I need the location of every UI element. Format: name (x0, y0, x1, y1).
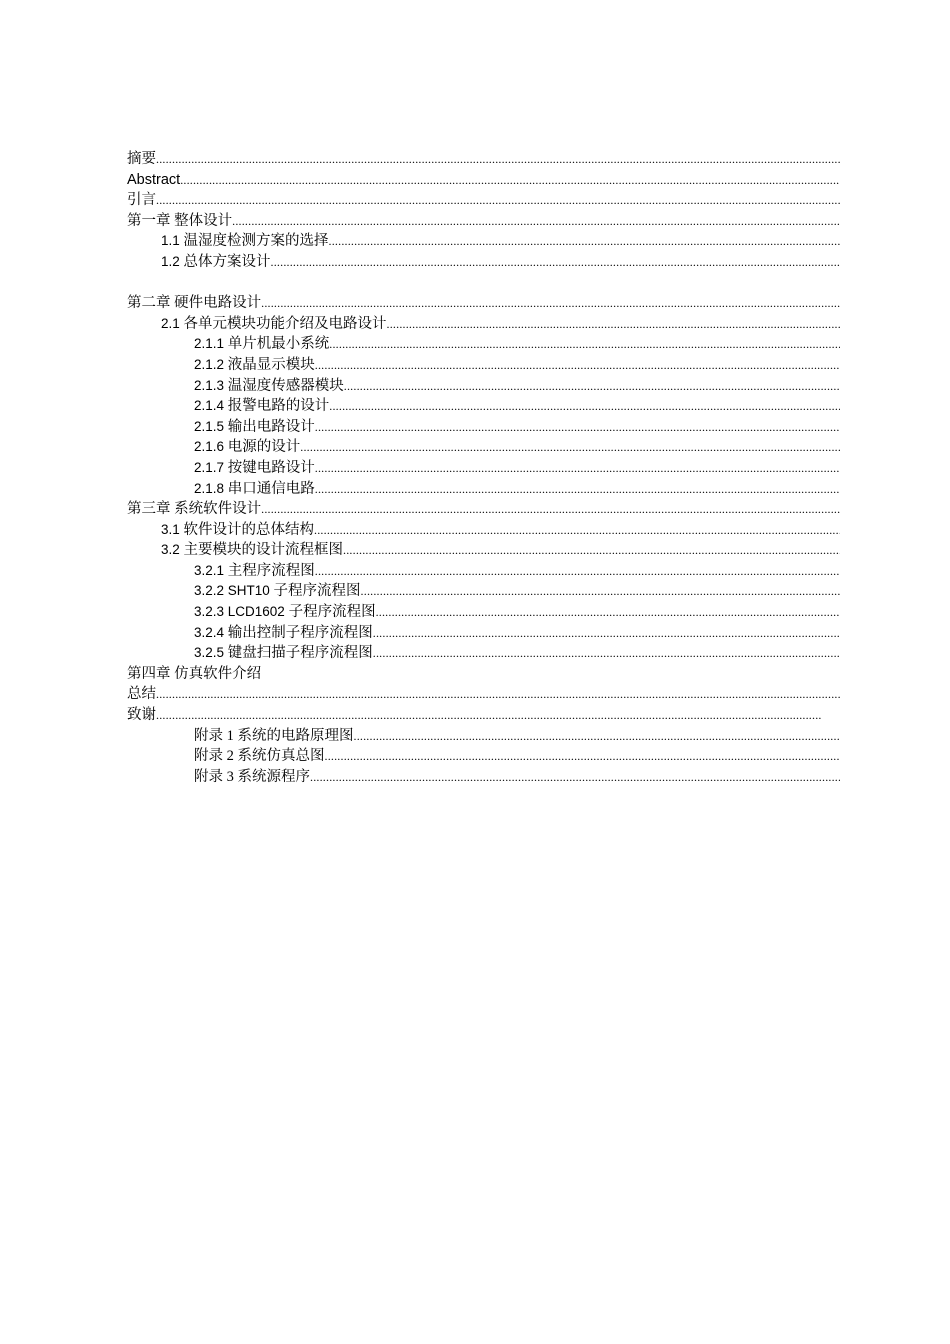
toc-entry[interactable] (127, 211, 840, 232)
toc-entry-label: 第三章 系统软件设计 (127, 501, 262, 518)
toc-entry-label: 附录 3 系统源程序 (194, 768, 310, 785)
toc-entry[interactable] (127, 458, 840, 479)
toc-dot-leader (361, 581, 840, 602)
toc-entry-title: 电源的设计 (227, 439, 301, 456)
toc-entry-label: 总结 (127, 686, 156, 703)
toc-entry-title: 输出控制子程序流程图 (227, 624, 373, 641)
toc-entry[interactable] (127, 664, 840, 685)
toc-entry-number: 3.2.5 (194, 645, 228, 661)
toc-entry-label: 第一章 整体设计 (127, 212, 233, 229)
toc-dot-leader (343, 540, 840, 561)
toc-entry-title: 报警电路的设计 (227, 398, 330, 415)
toc-entry[interactable] (127, 437, 840, 458)
toc-entry-number: 3.2.1 (194, 562, 228, 578)
toc-entry[interactable] (127, 417, 840, 438)
toc-dot-leader (156, 149, 840, 170)
toc-entry[interactable] (127, 684, 840, 705)
toc-dot-leader (315, 417, 840, 438)
toc-entry[interactable] (127, 561, 840, 582)
toc-dot-leader (310, 767, 840, 788)
toc-entry[interactable] (127, 581, 840, 602)
toc-dot-leader (325, 746, 841, 767)
toc-entry-number: 2.1.6 (194, 439, 228, 455)
toc-entry[interactable] (127, 540, 840, 561)
toc-entry-label (194, 396, 329, 417)
toc-entry-label: 致谢 (127, 707, 156, 724)
toc-entry[interactable] (127, 149, 840, 170)
toc-dot-leader (180, 170, 840, 191)
toc-dot-leader (261, 499, 840, 520)
toc-entry-number: 2.1.8 (194, 480, 228, 496)
toc-entry[interactable] (127, 746, 840, 767)
toc-entry[interactable] (127, 314, 840, 335)
toc-entry-number: 1.1 (161, 233, 184, 249)
toc-entry-title: 按键电路设计 (227, 459, 315, 476)
toc-entry-label (161, 540, 343, 561)
toc-dot-leader (156, 190, 840, 211)
toc-entry[interactable] (127, 520, 840, 541)
toc-entry[interactable] (127, 252, 840, 273)
toc-dot-leader (344, 376, 840, 397)
toc-entry-title: 串口通信电路 (227, 480, 315, 497)
toc-dot-leader (315, 479, 840, 500)
toc-entry[interactable] (127, 705, 822, 726)
toc-dot-leader (354, 726, 841, 747)
toc-entry[interactable] (127, 190, 840, 211)
toc-dot-leader (315, 561, 840, 582)
toc-entry-title: 总体方案设计 (183, 253, 271, 270)
toc-entry-number: 1.2 (161, 253, 184, 269)
toc-dot-leader (315, 355, 840, 376)
toc-dot-leader (329, 334, 840, 355)
toc-entry-title: 各单元模块功能介绍及电路设计 (183, 315, 387, 332)
toc-entry-number: 2.1.1 (194, 336, 228, 352)
toc-entry-title: 温湿度传感器模块 (227, 377, 344, 394)
toc-dot-leader (261, 293, 840, 314)
toc-dot-leader (156, 705, 822, 726)
toc-entry-title: 键盘扫描子程序流程图 (227, 645, 373, 662)
toc-dot-leader (156, 684, 840, 705)
toc-entry-number: 3.1 (161, 521, 184, 537)
toc-entry-label (194, 623, 373, 644)
toc-entry[interactable] (127, 170, 840, 191)
toc-entry-number: 2.1.2 (194, 356, 228, 372)
toc-entry[interactable] (127, 643, 840, 664)
toc-entry-label: 第二章 硬件电路设计 (127, 295, 262, 312)
toc-entry-label (194, 417, 315, 438)
toc-dot-leader (387, 314, 840, 335)
toc-entry-number: 3.2.3 LCD1602 (194, 604, 289, 620)
toc-entry-title: 子程序流程图 (288, 604, 376, 621)
toc-entry[interactable] (127, 334, 840, 355)
toc-entry-title: 主要模块的设计流程框图 (183, 542, 344, 559)
toc-entry-number: 2.1.3 (194, 377, 228, 393)
toc-entry[interactable] (127, 231, 840, 252)
toc-entry-label (194, 376, 344, 397)
toc-entry[interactable] (127, 602, 840, 623)
toc-entry[interactable] (127, 355, 840, 376)
toc-entry-label (161, 252, 271, 273)
toc-entry-number: 3.2.4 (194, 624, 228, 640)
toc-dot-leader (329, 231, 840, 252)
toc-dot-leader (329, 396, 840, 417)
toc-entry-number: 2.1.7 (194, 459, 228, 475)
toc-entry[interactable] (127, 623, 840, 644)
toc-entry-label (194, 458, 315, 479)
toc-entry-label: 附录 2 系统仿真总图 (194, 748, 325, 765)
toc-dot-leader (232, 211, 840, 232)
toc-entry-number: 3.2.2 SHT10 (194, 583, 274, 599)
toc-dot-leader (373, 623, 840, 644)
toc-entry[interactable] (127, 726, 840, 747)
toc-entry-label: 摘要 (127, 151, 156, 167)
table-of-contents (127, 149, 840, 787)
toc-entry-title: 液晶显示模块 (227, 356, 315, 373)
toc-entry-label (161, 314, 387, 335)
toc-entry-number: 2.1.4 (194, 398, 228, 414)
toc-dot-leader (314, 520, 840, 541)
toc-entry[interactable] (127, 479, 840, 500)
toc-entry-number: 2.1.5 (194, 418, 228, 434)
toc-entry-label (194, 643, 373, 664)
toc-entry-title: 单片机最小系统 (227, 336, 330, 353)
toc-dot-leader (271, 252, 840, 273)
toc-entry-label (194, 355, 315, 376)
toc-entry-title: 软件设计的总体结构 (183, 521, 315, 538)
toc-entry-number: 3.2 (161, 542, 184, 558)
toc-entry-title: 主程序流程图 (227, 562, 315, 579)
toc-entry-label (194, 437, 300, 458)
toc-entry-label (194, 334, 329, 355)
toc-entry-title: 输出电路设计 (227, 418, 315, 435)
toc-entry-label (161, 231, 329, 252)
toc-entry-number: 2.1 (161, 315, 184, 331)
toc-entry-title: 温湿度检测方案的选择 (183, 233, 329, 250)
toc-dot-leader (376, 602, 840, 623)
toc-entry-label: Abstract (127, 171, 181, 188)
toc-entry[interactable] (127, 396, 840, 417)
toc-entry[interactable] (127, 376, 840, 397)
toc-entry-label (194, 602, 376, 623)
toc-entry[interactable] (127, 293, 840, 314)
toc-entry-label (194, 479, 315, 500)
toc-entry-label (161, 520, 314, 541)
toc-dot-leader (373, 643, 840, 664)
toc-entry-label: 引言 (127, 192, 156, 209)
toc-entry-label: 附录 1 系统的电路原理图 (194, 727, 354, 744)
toc-entry[interactable] (127, 499, 840, 520)
toc-entry-label (194, 561, 315, 582)
toc-entry-title: 子程序流程图 (273, 583, 361, 600)
toc-dot-leader (315, 458, 840, 479)
toc-entry-label: 第四章 仿真软件介绍 (127, 665, 262, 682)
toc-blank-line (127, 273, 840, 294)
toc-entry-label (194, 581, 361, 602)
toc-entry[interactable] (127, 767, 840, 788)
toc-dot-leader (300, 437, 840, 458)
